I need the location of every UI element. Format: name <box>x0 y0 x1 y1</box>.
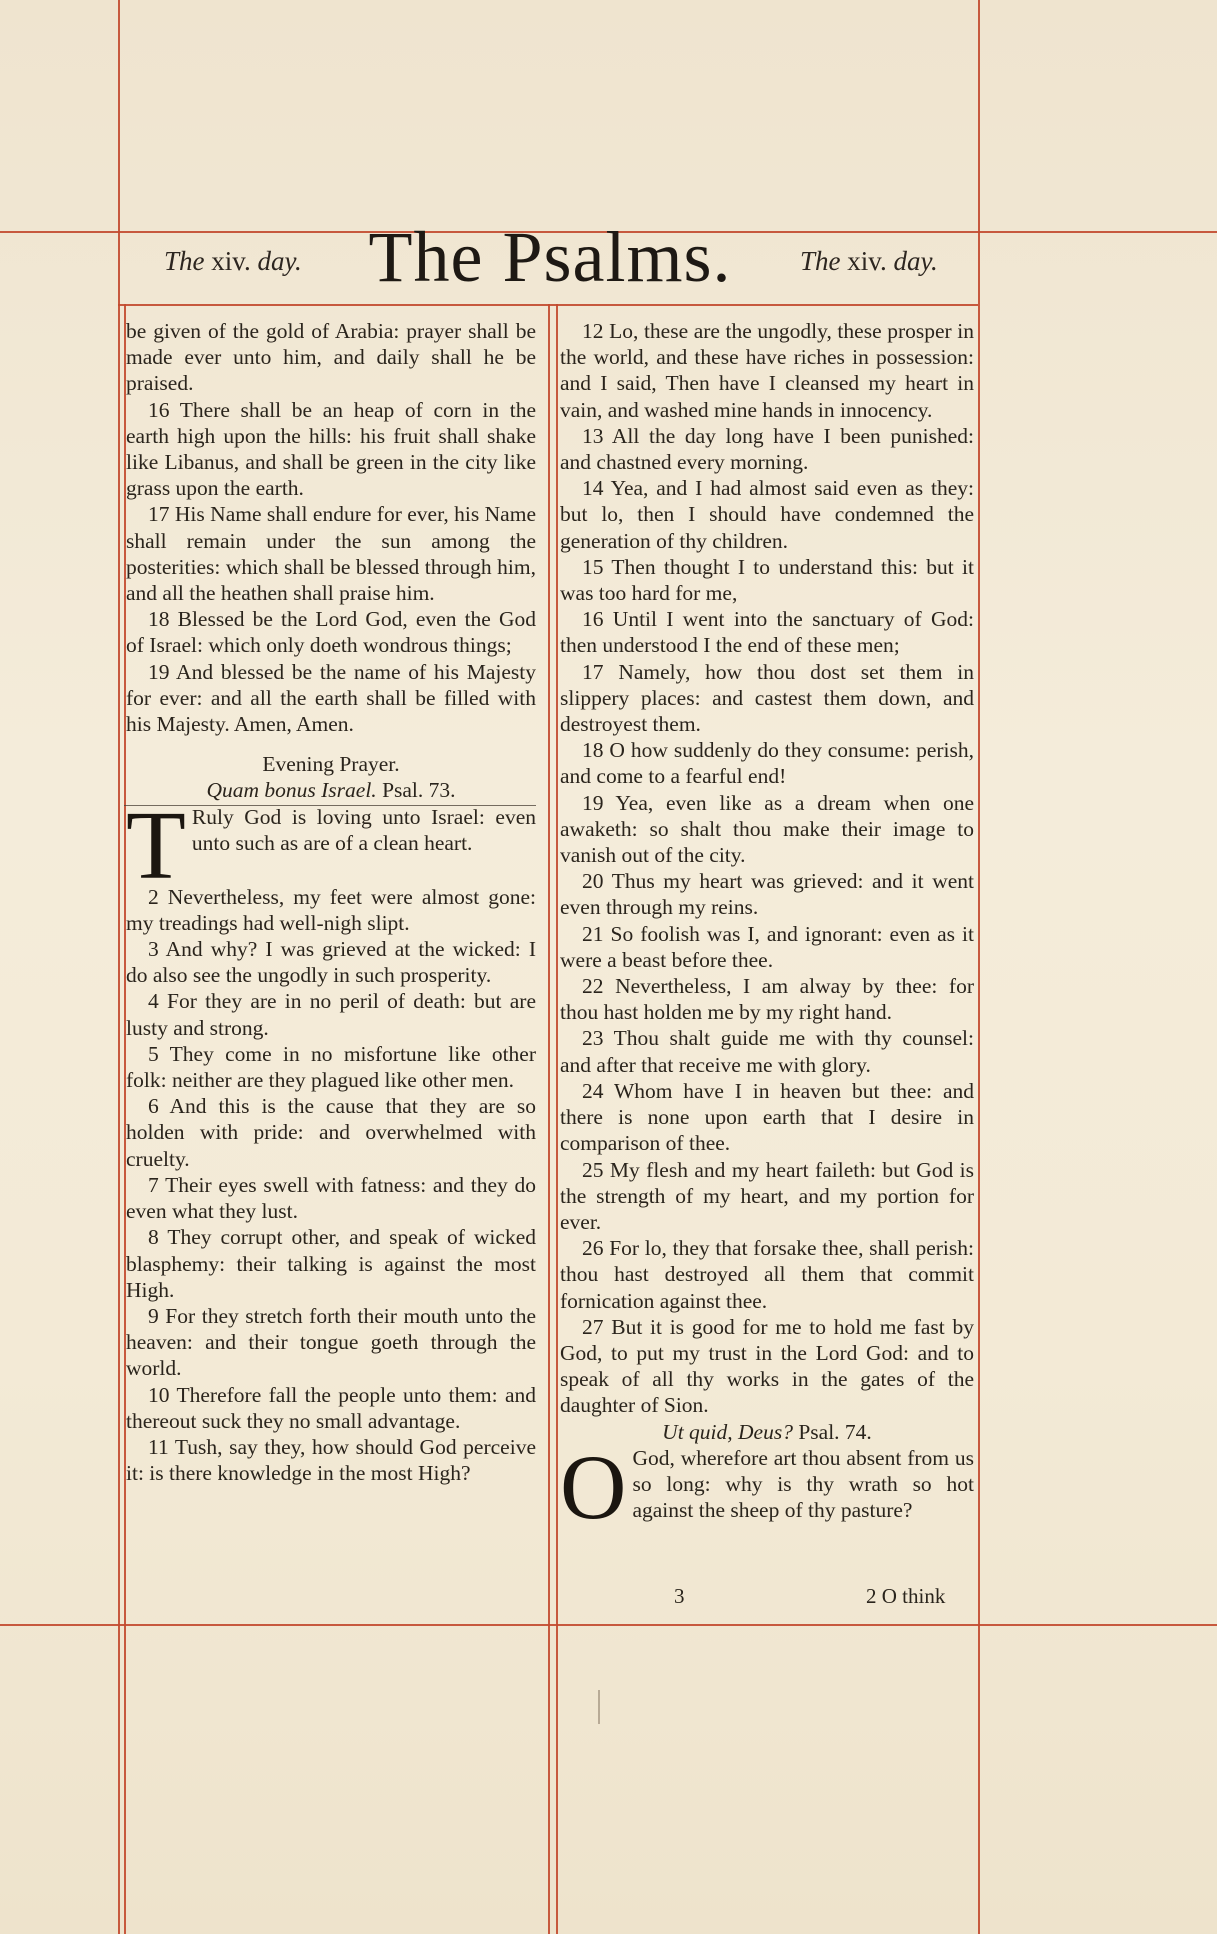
verse-9: 9 For they stretch forth their mouth unto the heaven: and their tongue goeth through the world. <box>126 1303 536 1381</box>
drop-cap-o: O <box>560 1435 627 1538</box>
psalm-73-label: Psal. 73. <box>382 778 456 803</box>
page-title: The Psalms. <box>368 217 732 297</box>
header-day-left <box>164 246 302 277</box>
verse-5: 5 They come in no misfortune like other folk: neither are they plagued like other men. <box>126 1041 536 1093</box>
verse-15: 15 Then thought I to understand this: but it was too hard for me, <box>560 554 974 606</box>
verse-17-right: 17 Namely, how thou dost set them in slippery places: and castest them down, and destroyest them. <box>560 659 974 737</box>
verse-12: 12 Lo, these are the ungodly, these prosper in the world, and these have riches in possession: and I said, Then have I cleansed my heart in vain, and washed mine hands in innocency. <box>560 319 974 422</box>
header-day-left-prefix: The <box>164 246 205 276</box>
left-column <box>126 318 536 1486</box>
verse-6: 6 And this is the cause that they are so holden with pride: and overwhelmed with cruelty. <box>126 1094 536 1171</box>
psalm-73-incipit: Quam bonus Israel. <box>206 778 377 803</box>
verse-18-right: 18 O how suddenly do they consume: perish, and come to a fearful end! <box>560 738 974 789</box>
psalm-74-verse-1 <box>560 1435 974 1538</box>
verse-11: 11 Tush, say they, how should God perceive it: is there knowledge in the most High? <box>126 1434 536 1486</box>
verse-16-right: 16 Until I went into the sanctuary of God: then understood I the end of these men; <box>560 607 974 658</box>
verse-20: 20 Thus my heart was grieved: and it went even through my reins. <box>560 869 974 920</box>
verse-continuation: be given of the gold of Arabia: prayer shall be made ever unto him, and daily shall he be praised. <box>126 319 536 396</box>
verse-21: 21 So foolish was I, and ignorant: even as it were a beast before thee. <box>560 921 974 972</box>
verse-17: 17 His Name shall endure for ever, his Name shall remain under the sun among the posterities: which shall be blessed through him, and all the heathen shall praise him. <box>126 502 536 606</box>
psalm-74-label: Psal. 74. <box>798 1419 872 1444</box>
verse-7: 7 Their eyes swell with fatness: and they do even what they lust. <box>126 1172 536 1224</box>
header-day-left-suffix: day. <box>257 246 302 276</box>
verse-13: 13 All the day long have I been punished: and chastned every morning. <box>560 423 974 475</box>
left-margin-rule <box>118 0 120 1934</box>
verse-23: 23 Thou shalt guide me with thy counsel: and after that receive me with glory. <box>560 1026 974 1077</box>
header-day-right-suffix: day. <box>893 246 938 276</box>
verse-3: 3 And why? I was grieved at the wicked: I do also see the ungodly in such prosperity. <box>126 937 536 988</box>
header-day-right-prefix: The <box>800 246 841 276</box>
center-column-rule-2 <box>556 304 558 1934</box>
verse-18: 18 Blessed be the Lord God, even the God of Israel: which only doeth wondrous things; <box>126 607 536 658</box>
verse-16: 16 There shall be an heap of corn in the earth high upon the hills: his fruit shall shake like Libanus, and shall be green in the city like grass upon the earth. <box>126 397 536 501</box>
gutter-mark <box>598 1690 600 1724</box>
psalm-74-incipit: Ut quid, Deus? <box>662 1419 793 1444</box>
right-text-rule <box>978 0 980 1934</box>
bottom-margin-rule <box>0 1624 1217 1626</box>
verse-26: 26 For lo, they that forsake thee, shall perish: thou hast destroyed all them that commit fornication against thee. <box>560 1236 974 1313</box>
verse-10: 10 Therefore fall the people unto them: and thereout suck they no small advantage. <box>126 1382 536 1433</box>
center-column-rule <box>548 304 550 1934</box>
header-day-left-num: xiv. <box>211 246 251 276</box>
verse-24: 24 Whom have I in heaven but thee: and there is none upon earth that I desire in comparison of thee. <box>560 1078 974 1156</box>
psalm-73-heading <box>126 777 536 803</box>
header-day-right <box>800 246 938 277</box>
verse-27: 27 But it is good for me to hold me fast by God, to put my trust in the Lord God: and to speak of all thy works in the gates of the daughter of Sion. <box>560 1314 974 1418</box>
catchword: 2 O think <box>866 1584 946 1608</box>
verse-8: 8 They corrupt other, and speak of wicked blasphemy: their talking is against the most High. <box>126 1225 536 1302</box>
right-column <box>560 318 974 1538</box>
section-heading: Evening Prayer. <box>262 752 400 777</box>
verse-2: 2 Nevertheless, my feet were almost gone: my treadings had well-nigh slipt. <box>126 884 536 935</box>
verse-19-right: 19 Yea, even like as a dream when one awaketh: so shalt thou make their image to vanish out of the city. <box>560 790 974 868</box>
header-day-right-num: xiv. <box>847 246 887 276</box>
verse-19: 19 And blessed be the name of his Majesty for ever: and all the earth shall be filled with his Majesty. Amen, Amen. <box>126 659 536 737</box>
verse-1-text: Ruly God is loving unto Israel: even unto such as are of a clean heart. <box>191 804 536 855</box>
psalm-73-verse-1 <box>126 791 536 900</box>
drop-cap-t: T <box>126 791 186 900</box>
verse-22: 22 Nevertheless, I am alway by thee: for thou hast holden me by my right hand. <box>560 974 974 1025</box>
verse-4: 4 For they are in no peril of death: but are lusty and strong. <box>126 989 536 1040</box>
verse-25: 25 My flesh and my heart faileth: but God is the strength of my heart, and my portion for ever. <box>560 1157 974 1234</box>
signature-mark: 3 <box>674 1584 685 1608</box>
verse-14: 14 Yea, and I had almost said even as they: but lo, then I should have condemned the generation of thy children. <box>560 476 974 553</box>
psalm-74-verse-1-text: God, wherefore art thou absent from us so long: why is thy wrath so hot against the sheep of thy pasture? <box>632 1445 974 1523</box>
